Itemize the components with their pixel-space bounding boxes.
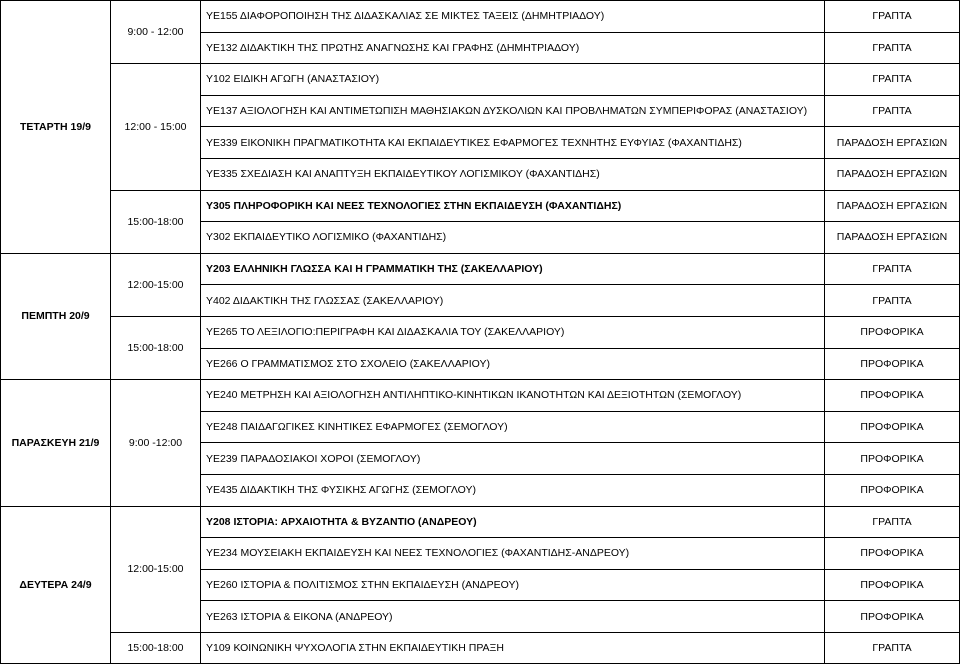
course-cell: ΥΕ234 ΜΟΥΣΕΙΑΚΗ ΕΚΠΑΙΔΕΥΣΗ ΚΑΙ ΝΕΕΣ ΤΕΧΝΟΛΟΓΙΕΣ (ΦΑΧΑΝΤΙΔΗΣ-ΑΝΔΡΕΟΥ) — [201, 538, 825, 570]
exam-type-cell: ΠΡΟΦΟΡΙΚΑ — [825, 569, 960, 601]
exam-type-cell: ΠΑΡΑΔΟΣΗ ΕΡΓΑΣΙΩΝ — [825, 127, 960, 159]
table-row — [1, 253, 960, 285]
course-cell: ΥΕ263 ΙΣΤΟΡΙΑ & ΕΙΚΟΝΑ (ΑΝΔΡΕΟΥ) — [201, 601, 825, 633]
time-cell: 15:00-18:00 — [111, 190, 201, 253]
exam-type-cell: ΠΡΟΦΟΡΙΚΑ — [825, 348, 960, 380]
exam-type-cell: ΠΑΡΑΔΟΣΗ ΕΡΓΑΣΙΩΝ — [825, 190, 960, 222]
exam-type-cell: ΓΡΑΠΤΑ — [825, 64, 960, 96]
table-row — [1, 64, 960, 96]
table-row — [1, 1, 960, 33]
course-cell: ΥΕ240 ΜΕΤΡΗΣΗ ΚΑΙ ΑΞΙΟΛΟΓΗΣΗ ΑΝΤΙΛΗΠΤΙΚΟ-ΚΙΝΗΤΙΚΩΝ ΙΚΑΝΟΤΗΤΩΝ ΚΑΙ ΔΕΞΙΟΤΗΤΩΝ (ΣΕΜΟΓΛΟΥ) — [201, 380, 825, 412]
course-cell: Υ109 ΚΟΙΝΩΝΙΚΗ ΨΥΧΟΛΟΓΙΑ ΣΤΗΝ ΕΚΠΑΙΔΕΥΤΙΚΗ ΠΡΑΞΗ — [201, 632, 825, 664]
course-cell: Υ208 ΙΣΤΟΡΙΑ: ΑΡΧΑΙΟΤΗΤΑ & ΒΥΖΑΝΤΙΟ (ΑΝΔΡΕΟΥ) — [201, 506, 825, 538]
exam-type-cell: ΓΡΑΠΤΑ — [825, 32, 960, 64]
exam-type-cell: ΓΡΑΠΤΑ — [825, 95, 960, 127]
time-cell: 9:00 -12:00 — [111, 380, 201, 506]
course-cell: ΥΕ132 ΔΙΔΑΚΤΙΚΗ ΤΗΣ ΠΡΩΤΗΣ ΑΝΑΓΝΩΣΗΣ ΚΑΙ ΓΡΑΦΗΣ (ΔΗΜΗΤΡΙΑΔΟΥ) — [201, 32, 825, 64]
exam-type-cell: ΠΡΟΦΟΡΙΚΑ — [825, 380, 960, 412]
course-cell: ΥΕ339 ΕΙΚΟΝΙΚΗ ΠΡΑΓΜΑΤΙΚΟΤΗΤΑ ΚΑΙ ΕΚΠΑΙΔΕΥΤΙΚΕΣ ΕΦΑΡΜΟΓΕΣ ΤΕΧΝΗΤΗΣ ΕΥΦΥΙΑΣ (ΦΑΧΑΝΤΙΔΗΣ) — [201, 127, 825, 159]
course-cell: Υ305 ΠΛΗΡΟΦΟΡΙΚΗ ΚΑΙ ΝΕΕΣ ΤΕΧΝΟΛΟΓΙΕΣ ΣΤΗΝ ΕΚΠΑΙΔΕΥΣΗ (ΦΑΧΑΝΤΙΔΗΣ) — [201, 190, 825, 222]
course-cell: ΥΕ239 ΠΑΡΑΔΟΣΙΑΚΟΙ ΧΟΡΟΙ (ΣΕΜΟΓΛΟΥ) — [201, 443, 825, 475]
exam-type-cell: ΠΡΟΦΟΡΙΚΑ — [825, 474, 960, 506]
exam-type-cell: ΠΑΡΑΔΟΣΗ ΕΡΓΑΣΙΩΝ — [825, 158, 960, 190]
day-cell: ΠΑΡΑΣΚΕΥΗ 21/9 — [1, 380, 111, 506]
course-cell: ΥΕ260 ΙΣΤΟΡΙΑ & ΠΟΛΙΤΙΣΜΟΣ ΣΤΗΝ ΕΚΠΑΙΔΕΥΣΗ (ΑΝΔΡΕΟΥ) — [201, 569, 825, 601]
time-cell: 9:00 - 12:00 — [111, 1, 201, 64]
exam-type-cell: ΠΡΟΦΟΡΙΚΑ — [825, 601, 960, 633]
day-cell: ΠΕΜΠΤΗ 20/9 — [1, 253, 111, 379]
exam-type-cell: ΠΡΟΦΟΡΙΚΑ — [825, 316, 960, 348]
time-cell: 12:00-15:00 — [111, 253, 201, 316]
time-cell: 15:00-18:00 — [111, 632, 201, 664]
exam-type-cell: ΓΡΑΠΤΑ — [825, 285, 960, 317]
course-cell: ΥΕ435 ΔΙΔΑΚΤΙΚΗ ΤΗΣ ΦΥΣΙΚΗΣ ΑΓΩΓΗΣ (ΣΕΜΟΓΛΟΥ) — [201, 474, 825, 506]
course-cell: Υ203 ΕΛΛΗΝΙΚΗ ΓΛΩΣΣΑ ΚΑΙ Η ΓΡΑΜΜΑΤΙΚΗ ΤΗΣ (ΣΑΚΕΛΛΑΡΙΟΥ) — [201, 253, 825, 285]
table-row — [1, 506, 960, 538]
course-cell: Υ102 ΕΙΔΙΚΗ ΑΓΩΓΗ (ΑΝΑΣΤΑΣΙΟΥ) — [201, 64, 825, 96]
table-row — [1, 316, 960, 348]
course-cell: ΥΕ248 ΠΑΙΔΑΓΩΓΙΚΕΣ ΚΙΝΗΤΙΚΕΣ ΕΦΑΡΜΟΓΕΣ (ΣΕΜΟΓΛΟΥ) — [201, 411, 825, 443]
table-row — [1, 632, 960, 664]
course-cell: ΥΕ137 ΑΞΙΟΛΟΓΗΣΗ ΚΑΙ ΑΝΤΙΜΕΤΩΠΙΣΗ ΜΑΘΗΣΙΑΚΩΝ ΔΥΣΚΟΛΙΩΝ ΚΑΙ ΠΡΟΒΛΗΜΑΤΩΝ ΣΥΜΠΕΡΙΦΟΡΑΣ (ΑΝΑΣΤΑΣΙΟΥ) — [201, 95, 825, 127]
table-row — [1, 380, 960, 412]
exam-type-cell: ΓΡΑΠΤΑ — [825, 1, 960, 33]
exam-type-cell: ΠΡΟΦΟΡΙΚΑ — [825, 411, 960, 443]
course-cell: ΥΕ266 Ο ΓΡΑΜΜΑΤΙΣΜΟΣ ΣΤΟ ΣΧΟΛΕΙΟ (ΣΑΚΕΛΛΑΡΙΟΥ) — [201, 348, 825, 380]
day-cell: ΤΕΤΑΡΤΗ 19/9 — [1, 1, 111, 254]
table-row — [1, 190, 960, 222]
exam-type-cell: ΠΡΟΦΟΡΙΚΑ — [825, 443, 960, 475]
time-cell: 12:00-15:00 — [111, 506, 201, 632]
exam-type-cell: ΠΑΡΑΔΟΣΗ ΕΡΓΑΣΙΩΝ — [825, 222, 960, 254]
course-cell: ΥΕ155 ΔΙΑΦΟΡΟΠΟΙΗΣΗ ΤΗΣ ΔΙΔΑΣΚΑΛΙΑΣ ΣΕ ΜΙΚΤΕΣ ΤΑΞΕΙΣ (ΔΗΜΗΤΡΙΑΔΟΥ) — [201, 1, 825, 33]
time-cell: 15:00-18:00 — [111, 316, 201, 379]
exam-type-cell: ΠΡΟΦΟΡΙΚΑ — [825, 538, 960, 570]
exam-type-cell: ΓΡΑΠΤΑ — [825, 632, 960, 664]
course-cell: Υ302 ΕΚΠΑΙΔΕΥΤΙΚΟ ΛΟΓΙΣΜΙΚΟ (ΦΑΧΑΝΤΙΔΗΣ) — [201, 222, 825, 254]
day-cell: ΔΕΥΤΕΡΑ 24/9 — [1, 506, 111, 664]
course-cell: ΥΕ335 ΣΧΕΔΙΑΣΗ ΚΑΙ ΑΝΑΠΤΥΞΗ ΕΚΠΑΙΔΕΥΤΙΚΟΥ ΛΟΓΙΣΜΙΚΟΥ (ΦΑΧΑΝΤΙΔΗΣ) — [201, 158, 825, 190]
course-cell: ΥΕ265 ΤΟ ΛΕΞΙΛΟΓΙΟ:ΠΕΡΙΓΡΑΦΗ ΚΑΙ ΔΙΔΑΣΚΑΛΙΑ ΤΟΥ (ΣΑΚΕΛΛΑΡΙΟΥ) — [201, 316, 825, 348]
course-cell: Υ402 ΔΙΔΑΚΤΙΚΗ ΤΗΣ ΓΛΩΣΣΑΣ (ΣΑΚΕΛΛΑΡΙΟΥ) — [201, 285, 825, 317]
exam-type-cell: ΓΡΑΠΤΑ — [825, 506, 960, 538]
exam-type-cell: ΓΡΑΠΤΑ — [825, 253, 960, 285]
time-cell: 12:00 - 15:00 — [111, 64, 201, 190]
